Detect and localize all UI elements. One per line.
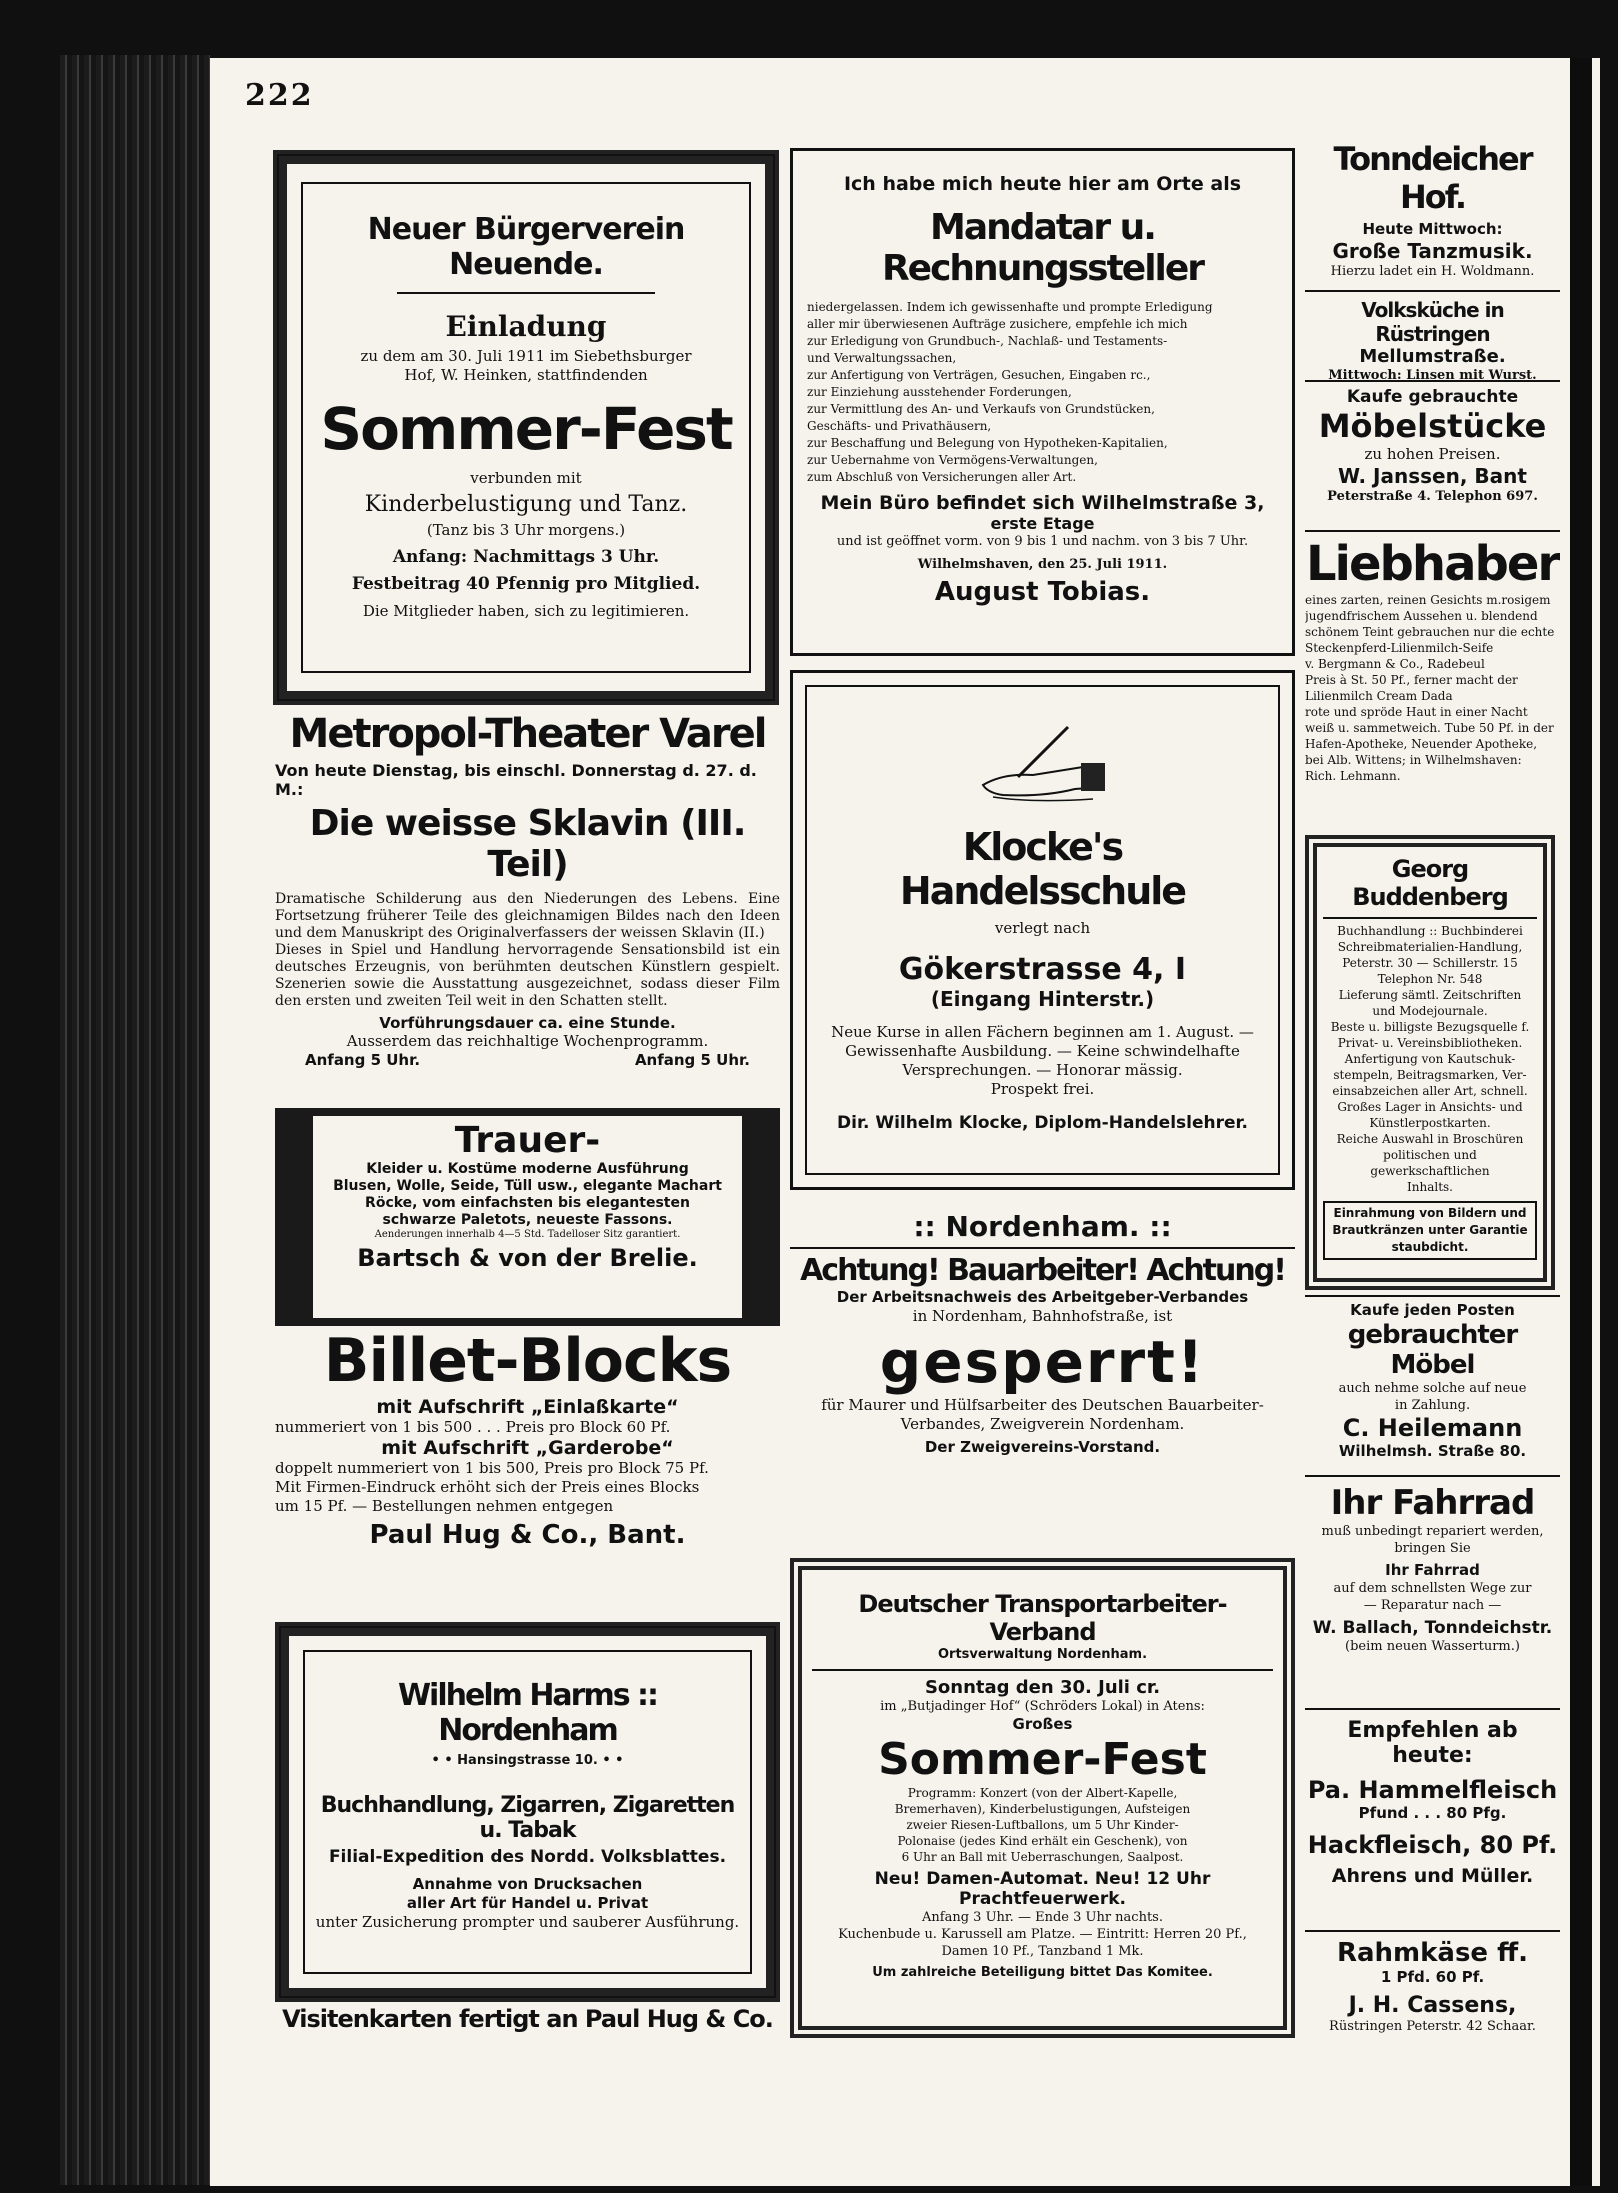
ad-body-line: zur Anfertigung von Verträgen, Gesuchen, Eingaben rc., <box>807 368 1151 382</box>
ad-line: Um zahlreiche Beteiligung bittet Das Komitee. <box>872 1965 1213 1980</box>
ad-line: (Eingang Hinterstr.) <box>930 987 1155 1011</box>
ad-body <box>807 299 1278 486</box>
ad-line: Anfang: Nachmittags 3 Uhr. <box>392 547 660 567</box>
ad-body-line: Preis à St. 50 Pf., ferner macht der <box>1305 673 1518 687</box>
writing-hand-icon <box>963 715 1123 805</box>
ad-title: gebrauchter Möbel <box>1347 1320 1518 1380</box>
ad-line: Hierzu ladet ein H. Woldmann. <box>1330 264 1535 279</box>
ad-line: verbunden mit <box>470 469 582 487</box>
start-row <box>275 1051 780 1070</box>
ad-body-line: Künstlerpostkarten. <box>1369 1116 1491 1130</box>
ad-metropol <box>275 705 780 1095</box>
ad-body-line: weiß u. sammetweich. Tube 50 Pf. in der <box>1305 721 1554 735</box>
ad-body <box>1305 592 1560 784</box>
ad-nordenham <box>790 1210 1295 1550</box>
ad-body-line: zur Einziehung ausstehender Forderungen, <box>807 385 1072 399</box>
ad-body-line: zum Abschluß von Versicherungen aller Art. <box>807 470 1077 484</box>
ad-title: Ihr Fahrrad <box>1330 1483 1535 1523</box>
ad-body-line: Rich. Lehmann. <box>1305 769 1401 783</box>
ad-line: aller Art für Handel u. Privat <box>406 1894 649 1912</box>
ad-body-line: Buchhandlung :: Buchbinderei <box>1337 924 1523 938</box>
ad-firm: Ahrens und Müller. <box>1331 1865 1534 1887</box>
ad-line: Große Tanzmusik. <box>1332 239 1533 263</box>
ad-title: Klocke's Handelsschule <box>899 825 1186 913</box>
ad-body-line: Privat- u. Vereinsbibliotheken. <box>1337 1036 1523 1050</box>
ad-line: muß unbedingt repariert werden, <box>1321 1524 1544 1539</box>
ad-body-line: Beste u. billigste Bezugsquelle f. <box>1330 1020 1530 1034</box>
ad-line: in Zahlung. <box>1394 1398 1471 1413</box>
ad-date: Sonntag den 30. Juli cr. <box>924 1677 1161 1698</box>
ad-billet <box>275 1326 780 1616</box>
ad-line: Dir. Wilhelm Klocke, Diplom-Handelslehrer. <box>837 1113 1248 1133</box>
ad-line: Kaufe gebrauchte <box>1346 387 1519 407</box>
ad-title: Metropol-Theater Varel <box>289 711 766 757</box>
page-edge <box>1570 58 1592 2186</box>
ad-title: Volksküche in Rüstringen <box>1361 298 1504 346</box>
ad-line: Hof, W. Heinken, stattfindenden <box>404 366 648 384</box>
hours: und ist geöffnet vorm. von 9 bis 1 und nachm. von 3 bis 7 Uhr. <box>836 534 1249 549</box>
ad-body-line: und Modejournale. <box>1372 1004 1488 1018</box>
ad-line: Großes <box>1012 1715 1073 1733</box>
ad-line: (Tanz bis 3 Uhr morgens.) <box>426 521 626 539</box>
ad-line: nummeriert von 1 bis 500 . . . Preis pro Block 60 Pf. <box>275 1418 671 1436</box>
ad-line: Von heute Dienstag, bis einschl. Donnerstag d. 27. d. M.: <box>275 761 757 799</box>
ad-title: Billet-Blocks <box>323 1326 732 1396</box>
ad-body-line: Steckenpferd-Lilienmilch-Seife <box>1305 641 1494 655</box>
ad-line: unter Zusicherung prompter und sauberer Ausführung. <box>315 1913 740 1931</box>
ad-intro: Ich habe mich heute hier am Orte als <box>843 173 1242 195</box>
ad-body-line: stempeln, Beitragsmarken, Ver- <box>1333 1068 1527 1082</box>
ad-tonndeicher <box>1305 140 1560 290</box>
ad-name: August Tobias. <box>934 577 1151 607</box>
ad-name: C. Heilemann <box>1342 1414 1523 1442</box>
ad-body-line: Großes Lager in Ansichts- und <box>1337 1100 1523 1114</box>
ad-line: mit Aufschrift „Einlaßkarte“ <box>376 1396 679 1418</box>
ad-body <box>1323 923 1537 1195</box>
ad-headline: Achtung! Bauarbeiter! Achtung! <box>800 1253 1285 1288</box>
ad-body-line: politischen und gewerkschaftlichen <box>1370 1148 1490 1178</box>
ad-body-line: eines zarten, reinen Gesichts m.rosigem <box>1305 593 1551 607</box>
ad-body-line: schönem Teint gebrauchen nur die echte <box>1305 625 1555 639</box>
ad-title: :: Nordenham. :: <box>790 1210 1295 1249</box>
ad-line: Kaufe jeden Posten <box>1350 1301 1515 1319</box>
ad-transport <box>790 1558 1295 2038</box>
ad-title: Trauer- <box>454 1120 601 1161</box>
ad-body-line: zur Erledigung von Grundbuch-, Nachlaß- und Testaments- <box>807 334 1168 348</box>
ad-note: (beim neuen Wasserturm.) <box>1345 1639 1520 1654</box>
ad-body <box>812 1785 1273 1865</box>
ad-body-line: Schreibmaterialien-Handlung, <box>1337 940 1523 954</box>
ad-line: doppelt nummeriert von 1 bis 500, Preis pro Block 75 Pf. <box>275 1459 709 1477</box>
ad-line: Der Arbeitsnachweis des Arbeitgeber-Verbandes <box>836 1288 1249 1306</box>
ad-line: Anfang 3 Uhr. — Ende 3 Uhr nachts. <box>922 1910 1163 1925</box>
ad-body: Neue Kurse in allen Fächern beginnen am 1. August. — Gewissenhafte Ausbildung. — Keine schwindelhafte Versprechungen. — Honorar mässig. <box>831 1023 1254 1079</box>
ad-body-line: rote und spröde Haut in einer Nacht <box>1305 705 1528 719</box>
ad-line: Blusen, Wolle, Seide, Tüll usw., elegante Machart <box>333 1178 722 1194</box>
event-title: Sommer-Fest <box>878 1734 1207 1785</box>
ad-line: Mellumstraße. <box>1359 346 1506 367</box>
ad-line: Ausserdem das reichhaltige Wochenprogramm. <box>346 1032 709 1050</box>
ad-item: Hackfleisch, 80 Pf. <box>1307 1831 1558 1859</box>
ad-line: zu hohen Preisen. <box>1364 445 1501 463</box>
ad-body-line: Inhalts. <box>1407 1180 1453 1194</box>
ad-line: Kinderbelustigung und Tanz. <box>364 492 688 517</box>
ad-klocke <box>790 670 1295 1190</box>
ad-item: Pa. Hammelfleisch <box>1307 1776 1558 1804</box>
ad-body-line: Peterstr. 30 — Schillerstr. 15 <box>1342 956 1518 970</box>
ad-line: verlegt nach <box>994 919 1091 937</box>
ad-line: Filial-Expedition des Nordd. Volksblattes. <box>328 1847 727 1867</box>
ad-price: Pfund . . . 80 Pfg. <box>1358 1804 1507 1822</box>
ad-line: für Maurer und Hülfsarbeiter des Deutschen Bauarbeiter- <box>821 1396 1264 1414</box>
ad-address: Rüstringen Peterstr. 42 Schaar. <box>1329 2019 1536 2034</box>
ad-firm: Paul Hug & Co., Bant. <box>369 1520 686 1550</box>
ad-body-line: Hafen-Apotheke, Neuender Apotheke, <box>1305 737 1538 751</box>
ad-mandatar <box>790 148 1295 656</box>
ad-trauer <box>275 1108 780 1326</box>
ad-sign: Der Zweigvereins-Vorstand. <box>924 1438 1161 1456</box>
ad-line: Anfang 5 Uhr. <box>634 1051 750 1069</box>
ad-title: Neuer Bürgerverein Neuende. <box>367 212 685 282</box>
ad-line: Vorführungsdauer ca. eine Stunde. <box>379 1014 676 1032</box>
ad-body-line: zweier Riesen-Luftballons, um 5 Uhr Kinder- <box>906 1818 1179 1832</box>
ad-line: Heute Mittwoch: <box>1362 220 1503 238</box>
ad-title: Wilhelm Harms :: Nordenham <box>397 1678 658 1748</box>
ad-name: W. Ballach, Tonndeichstr. <box>1312 1618 1553 1638</box>
ad-body-line: und Verwaltungssachen, <box>807 351 957 365</box>
ad-hammel <box>1305 1708 1560 1928</box>
ad-body-line: jugendfrischem Aussehen u. blendend <box>1305 609 1538 623</box>
ad-line: Annahme von Drucksachen <box>412 1875 643 1893</box>
office-address: Mein Büro befindet sich Wilhelmstraße 3, <box>820 492 1265 514</box>
ad-body-line: v. Bergmann & Co., Radebeul <box>1305 657 1485 671</box>
ad-title: Möbelstücke <box>1318 407 1547 445</box>
ad-moebel <box>1305 1295 1560 1475</box>
ad-body-line: Lieferung sämtl. Zeitschriften <box>1338 988 1522 1002</box>
ad-body-line: Bremerhaven), Kinderbelustigungen, Aufsteigen <box>894 1802 1191 1816</box>
ad-line: um 15 Pf. — Bestellungen nehmen entgegen <box>275 1497 614 1515</box>
ad-line: auch nehme solche auf neue <box>1338 1381 1527 1396</box>
ad-title: Empfehlen ab heute: <box>1347 1718 1518 1768</box>
ad-line: mit Aufschrift „Garderobe“ <box>381 1437 674 1459</box>
date: Wilhelmshaven, den 25. Juli 1911. <box>917 557 1168 572</box>
ad-title: Tonndeicher Hof. <box>1333 140 1532 216</box>
ad-body-line: Reiche Auswahl in Broschüren <box>1336 1132 1524 1146</box>
ad-line: Verbandes, Zweigverein Nordenham. <box>900 1415 1185 1433</box>
ad-line: Ortsverwaltung Nordenham. <box>937 1647 1148 1662</box>
ad-fahrrad <box>1305 1475 1560 1705</box>
ad-line: • • Hansingstrasse 10. • • <box>431 1753 624 1768</box>
floor: erste Etage <box>990 514 1095 533</box>
ad-address: Wilhelmsh. Straße 80. <box>1338 1442 1527 1460</box>
ad-line: auf dem schnellsten Wege zur <box>1333 1581 1532 1596</box>
ad-body-line: niedergelassen. Indem ich gewissenhafte und prompte Erledigung <box>807 300 1213 314</box>
ad-body: Dramatische Schilderung aus den Niederungen des Lebens. Eine Fortsetzung früherer Teile des gleichnamigen Bildes nach den Ideen und dem Manuskript des Originalverfassers der weissen Sklavin (II.) <box>275 891 780 941</box>
ad-title: Deutscher Transportarbeiter-Verband <box>858 1590 1227 1646</box>
framing-note: Einrahmung von Bildern und Brautkränzen unter Garantie staubdicht. <box>1323 1201 1537 1260</box>
ad-price: 1 Pfd. 60 Pf. <box>1380 1968 1485 1986</box>
ad-line: bringen Sie <box>1394 1541 1471 1556</box>
ad-body-line: aller mir überwiesenen Aufträge zusichere, empfehle ich mich <box>807 317 1188 331</box>
ad-line: Kleider u. Kostüme moderne Ausführung <box>366 1161 689 1177</box>
school-address: Gökerstrasse 4, I <box>898 952 1187 987</box>
ad-body-line: einsabzeichen aller Art, schnell. <box>1332 1084 1528 1098</box>
ad-body-line: zur Beschaffung und Belegung von Hypotheken-Kapitalien, <box>807 436 1168 450</box>
ad-name: W. Janssen, Bant <box>1338 464 1527 488</box>
ad-line: in Nordenham, Bahnhofstraße, ist <box>912 1307 1173 1325</box>
ad-address: Peterstraße 4. Telephon 697. <box>1327 489 1538 504</box>
ad-body: Dieses in Spiel und Handlung hervorragende Sensationsbild ist ein deutsches Erzeugnis, von berühmten deutschen Künstlern gespielt. Szenerien sowie die Ausstattung ausgezeichnet, sodass dieser Film den ersten und zweiten Teil weit in den Schatten stellt. <box>275 942 780 1009</box>
ad-line: Die Mitglieder haben, sich zu legitimieren. <box>362 602 690 620</box>
ad-body-line: bei Alb. Wittens; in Wilhelmshaven: <box>1305 753 1522 767</box>
ad-note: Aenderungen innerhalb 4—5 Std. Tadelloser Sitz garantiert. <box>374 1229 681 1240</box>
ad-title: Mandatar u. Rechnungssteller <box>881 207 1204 289</box>
ad-line: zu dem am 30. Juli 1911 im Siebethsburger <box>360 347 692 365</box>
film-title: Die weisse Sklavin (III. Teil) <box>309 803 746 885</box>
ad-line: Neu! Damen-Automat. Neu! 12 Uhr Prachtfeuerwerk. <box>874 1869 1211 1909</box>
ad-buddenberg <box>1305 835 1555 1290</box>
ad-line: — Reparatur nach — <box>1363 1598 1502 1613</box>
ad-body-line: Lilienmilch Cream Dada <box>1305 689 1453 703</box>
ad-line: Anfang 5 Uhr. <box>305 1051 421 1069</box>
ad-line: Mittwoch: Linsen mit Wurst. <box>1328 368 1537 380</box>
ad-cassens <box>1305 1930 1560 2060</box>
book-spine <box>60 55 210 2185</box>
ad-harms <box>275 1622 780 2002</box>
ad-line: Kuchenbude u. Karussell am Platze. — Eintritt: Herren 20 Pf., <box>838 1927 1247 1942</box>
ad-buergerverein <box>273 150 779 705</box>
ad-line: Prospekt frei. <box>990 1080 1095 1098</box>
ad-body-line: zur Uebernahme von Vermögens-Verwaltungen, <box>807 453 1098 467</box>
ad-body-line: Programm: Konzert (von der Albert-Kapelle, <box>907 1786 1178 1800</box>
ad-janssen <box>1305 380 1560 530</box>
page-number: 222 <box>245 78 314 113</box>
ad-body-line: Telephon Nr. 548 <box>1377 972 1483 986</box>
ad-line: schwarze Paletots, neueste Fassons. <box>382 1212 673 1228</box>
ad-title: Liebhaber <box>1305 536 1560 592</box>
ad-body-line: zur Vermittlung des An- und Verkaufs von Grundstücken, <box>807 402 1155 416</box>
ad-body-line: Geschäfts- und Privathäusern, <box>807 419 992 433</box>
ad-liebhaber <box>1305 530 1560 820</box>
ad-big: gesperrt! <box>879 1328 1206 1396</box>
event-title: Sommer-Fest <box>320 395 732 463</box>
ad-line: Mit Firmen-Eindruck erhöht sich der Preis eines Blocks <box>275 1478 700 1496</box>
ad-firm: Bartsch & von der Brelie. <box>357 1244 698 1272</box>
ad-line: Röcke, vom einfachsten bis elegantesten <box>365 1195 690 1211</box>
ad-heading: Einladung <box>445 310 607 343</box>
ad-line: Damen 10 Pf., Tanzband 1 Mk. <box>941 1944 1144 1959</box>
ad-body-line: Polonaise (jedes Kind erhält ein Geschenk), von <box>897 1834 1188 1848</box>
ad-visitenkarten: Visitenkarten fertigt an Paul Hug & Co. <box>282 2005 773 2033</box>
ad-name: J. H. Cassens, <box>1348 1993 1517 2018</box>
ad-line: Festbeitrag 40 Pfennig pro Mitglied. <box>351 574 701 594</box>
ad-volkskueche <box>1305 290 1560 380</box>
ad-body-line: 6 Uhr an Ball mit Ueberraschungen, Saalpost. <box>901 1850 1184 1864</box>
ad-line: Ihr Fahrrad <box>1385 1561 1480 1579</box>
ad-title: Rahmkäse ff. <box>1336 1938 1529 1968</box>
ad-line: im „Butjadinger Hof“ (Schröders Lokal) in Atens: <box>880 1699 1205 1714</box>
ad-title: Georg Buddenberg <box>1323 855 1537 919</box>
ad-body-line: Anfertigung von Kautschuk- <box>1344 1052 1516 1066</box>
ad-line: Buchhandlung, Zigarren, Zigaretten u. Tabak <box>320 1793 735 1843</box>
